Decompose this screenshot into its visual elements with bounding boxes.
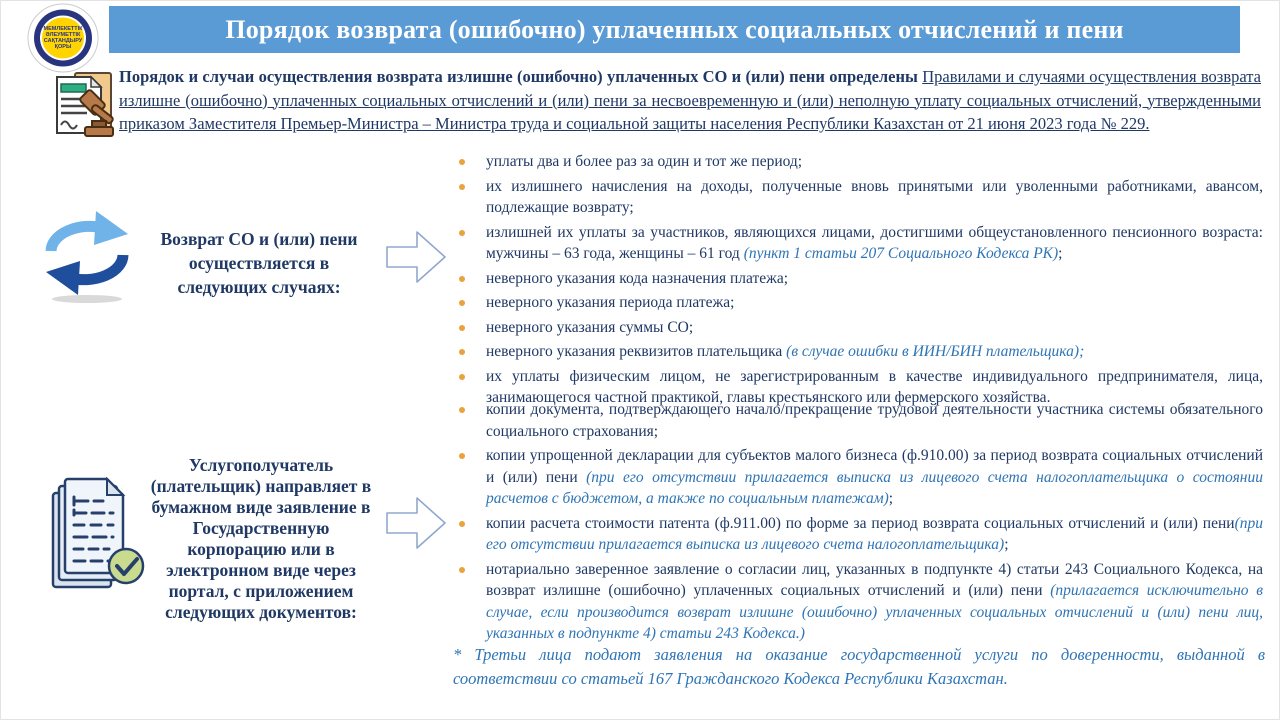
intro-paragraph bbox=[119, 65, 1261, 136]
list-item-text: неверного указания реквизитов плательщика bbox=[486, 343, 787, 360]
list-item-text: ; bbox=[1058, 245, 1063, 262]
list-item-text: уплаты два и более раз за один и тот же период; bbox=[486, 153, 803, 170]
page-title: Порядок возврата (ошибочно) уплаченных социальных отчислений и пени bbox=[225, 14, 1124, 44]
logo-line: ҚОРЫ bbox=[54, 44, 72, 50]
list-item bbox=[453, 341, 1263, 363]
list-item bbox=[453, 445, 1263, 510]
list-item-text: копии документа, подтверждающего начало/прекращение трудовой деятельности участника системы обязательного социального страхования; bbox=[486, 401, 1263, 440]
documents-checkmark-icon bbox=[43, 473, 145, 602]
right-block-arrow-icon bbox=[385, 495, 447, 556]
return-cases-list bbox=[453, 151, 1263, 412]
list-item-italic-note: (при его отсутствии прилагается выписка из лицевого счета налогоплательщика) bbox=[486, 514, 1263, 553]
list-item-text: неверного указания суммы СО; bbox=[486, 318, 694, 336]
intro-rule-reference: Правилами и случаями осуществления возврата излишне (ошибочно) уплаченных социальных отчислений и (или) пени за несвоевременную и (или) неполную уплату социальных отчислений, утвержденными приказом Заместителя Премьер-Министра – Министра труда и социальной защиты населения Республики Казахстан от 21 июня 2023 года № 229. bbox=[119, 67, 1261, 133]
section1-label: Возврат СО и (или) пени осуществляется в следующих случаях: bbox=[160, 229, 358, 297]
list-item-text: неверного указания периода платежа; bbox=[486, 294, 735, 311]
logo-line: ӘЛЕУМЕТТІК bbox=[45, 32, 81, 38]
logo-line: МЕМЛЕКЕТТІК bbox=[43, 26, 83, 32]
list-item bbox=[453, 151, 1263, 173]
list-item-italic-note: (при его отсутствии прилагается выписка из лицевого счета налогоплательщика о состоянии расчетов с бюджетом, а также по социальным платежам) bbox=[486, 468, 1263, 507]
list-item bbox=[453, 317, 1263, 339]
list-item-text: копии упрощенной декларации для субъектов малого бизнеса (ф.910.00) за период возврата социальных отчислений и (или) пени bbox=[486, 447, 1263, 486]
list-item-italic-note: (в случае ошибки в ИИН/БИН плательщика); bbox=[786, 343, 1085, 360]
list-item bbox=[453, 399, 1263, 442]
list-item bbox=[453, 513, 1263, 556]
list-item-text: их уплаты физическим лицом, не зарегистрированным в качестве индивидуального предпринимателя, лица, занимающегося частной практикой, главы крестьянского или фермерского хозяйства. bbox=[486, 367, 1263, 406]
list-item-text: их излишнего начисления на доходы, полученные вновь принятыми или уволенными работниками, авансом, подлежащие возврату; bbox=[486, 177, 1263, 216]
list-item-text: копии расчета стоимости патента (ф.911.00) по форме за период возврата социальных отчислений и (или) пени bbox=[486, 514, 1235, 532]
list-item-italic-note: (пункт 1 статьи 207 Социального Кодекса РК) bbox=[743, 245, 1059, 262]
law-document-gavel-icon bbox=[45, 69, 125, 150]
list-item bbox=[453, 222, 1263, 265]
title-bar bbox=[109, 6, 1240, 53]
list-item-text: ; bbox=[888, 490, 894, 507]
list-item-text: излишней их уплаты за участников, являющихся лицами, достигшими общеустановленного пенсионного возраста: мужчины – 63 года, женщины – 61 год bbox=[486, 223, 1263, 262]
logo-line: САҚТАНДЫРУ bbox=[43, 38, 83, 44]
fund-logo bbox=[27, 3, 99, 73]
third-party-footnote: * Третьи лица подают заявления на оказание государственной услуги по доверенности, выданной в соответствии со статьей 167 Гражданского Кодекса Республики Казахстан. bbox=[453, 645, 1265, 688]
fund-logo-text bbox=[27, 3, 99, 73]
section2-label: Услугополучатель (плательщик) направляет в бумажном виде заявление в Государственную корпорацию или в электронном виде через портал, с приложением следующих документов: bbox=[150, 455, 372, 622]
documents-list bbox=[453, 399, 1263, 648]
list-item-text: неверного указания кода назначения платежа; bbox=[486, 269, 789, 287]
list-item-italic-note: (прилагается исключительно в случае, если производится возврат излишне (ошибочно) уплаченных социальных отчислений и (или) пени лиц, указанных в подпункте 4) статьи 243 Кодекса.) bbox=[486, 582, 1263, 642]
list-item bbox=[453, 268, 1263, 290]
list-item-text: ; bbox=[1004, 536, 1009, 553]
list-item bbox=[453, 559, 1263, 645]
intro-bold-text: Порядок и случаи осуществления возврата излишне (ошибочно) уплаченных СО и (или) пени определены bbox=[119, 67, 923, 86]
list-item bbox=[453, 176, 1263, 219]
list-item bbox=[453, 292, 1263, 314]
list-item-text: нотариально заверенное заявление о согласии лиц, указанных в подпункте 4) статьи 243 Социального Кодекса, на возврат излишне (ошибочно) уплаченных социальных отчислений и (или) пени bbox=[486, 560, 1263, 599]
return-arrows-icon bbox=[34, 199, 140, 310]
right-block-arrow-icon bbox=[385, 229, 447, 290]
